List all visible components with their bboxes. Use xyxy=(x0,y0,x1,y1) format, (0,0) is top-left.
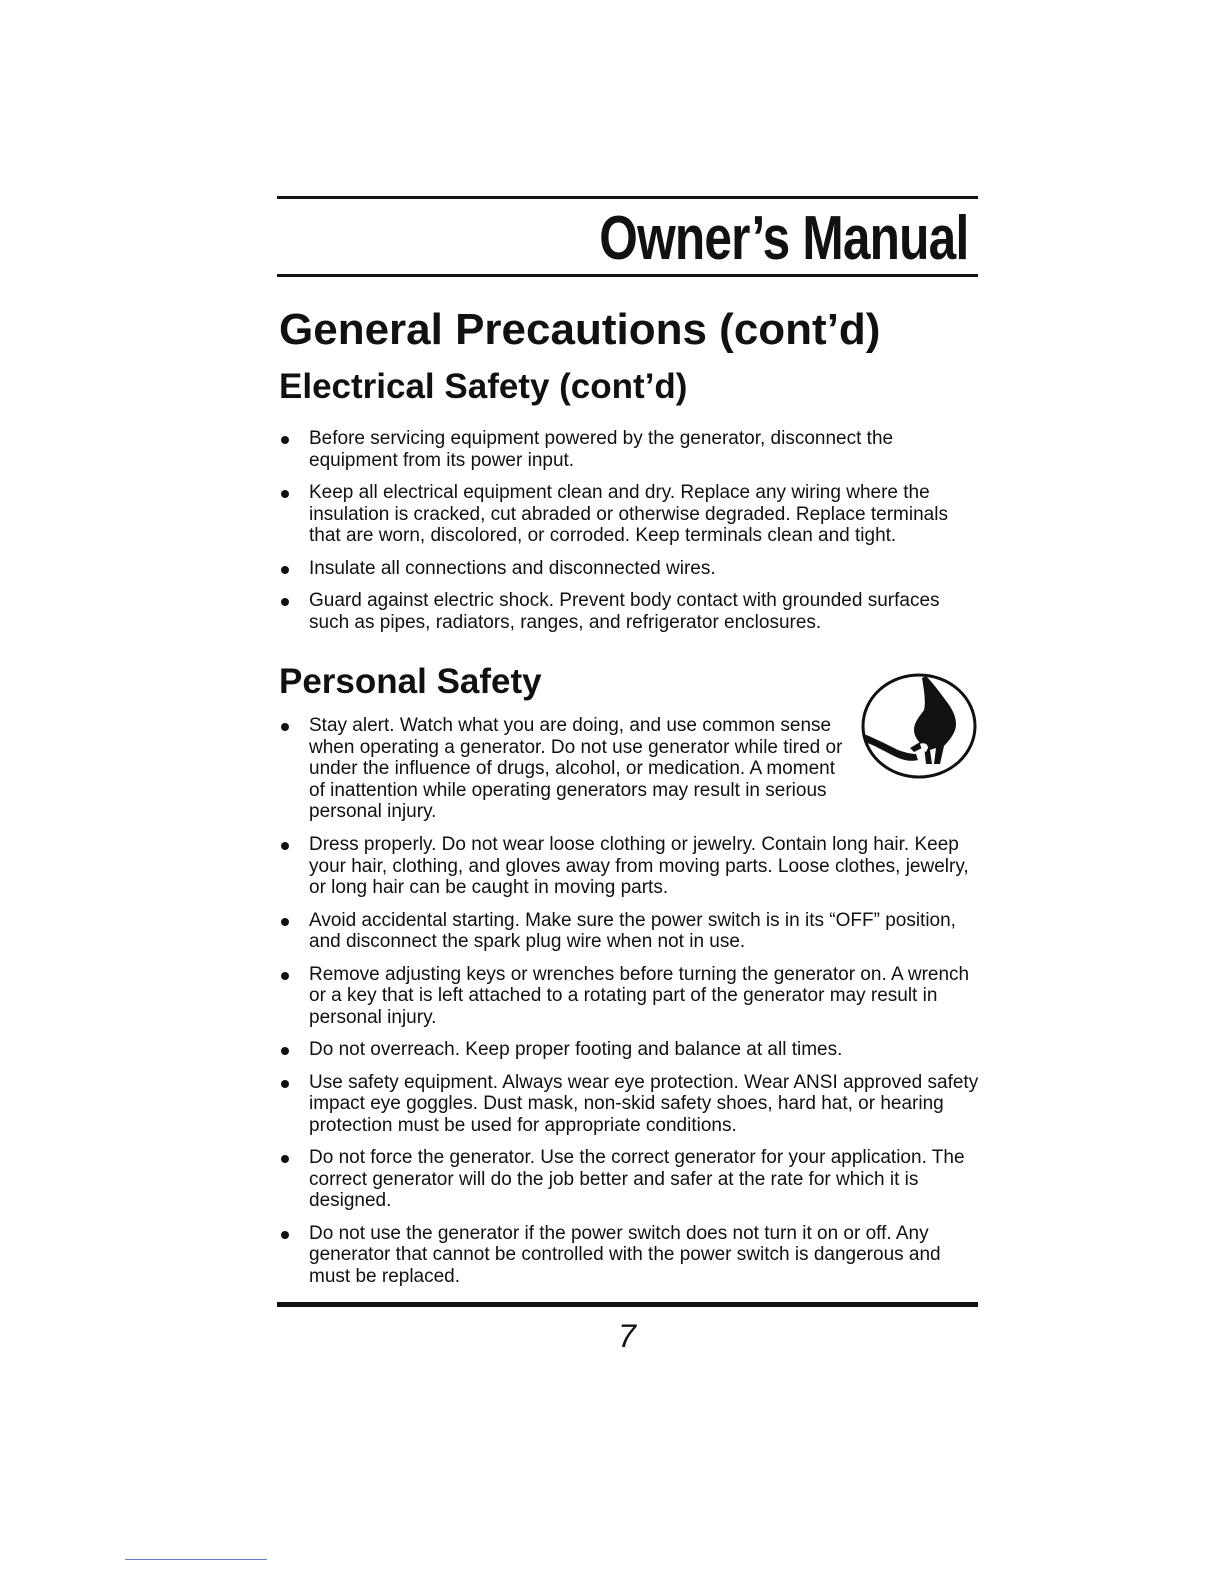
list-item-text: Keep all electrical equipment clean and dry. Replace any wiring where the insulation is cracked, cut abraded or otherwise degraded. Replace terminals that are worn, discolored, or corroded. Keep terminals clean and tight. xyxy=(309,482,948,546)
footer-rule xyxy=(277,1302,978,1307)
bullet-icon xyxy=(281,436,289,444)
manual-title: Owner’s Manual xyxy=(598,204,968,273)
section-title: General Precautions (cont’d) xyxy=(279,305,881,354)
list-item-text: Dress properly. Do not wear loose clothing or jewelry. Contain long hair. Keep your hair, clothing, and gloves away from moving parts. Loose clothes, jewelry, or long hair can be caught in moving parts. xyxy=(309,834,969,898)
header-top-rule xyxy=(277,196,978,199)
list-item-text: Do not overreach. Keep proper footing and balance at all times. xyxy=(309,1039,843,1060)
personal-safety-heading: Personal Safety xyxy=(279,662,542,701)
list-item xyxy=(280,1147,980,1212)
bullet-icon xyxy=(281,918,289,926)
bullet-icon xyxy=(281,842,289,850)
bullet-icon xyxy=(281,1155,289,1163)
list-item xyxy=(280,428,980,471)
list-item-text: Remove adjusting keys or wrenches before turning the generator on. A wrench or a key that is left attached to a rotating part of the generator may result in personal injury. xyxy=(309,963,970,1028)
hand-caution-icon xyxy=(860,672,978,780)
list-item xyxy=(280,482,980,547)
list-item xyxy=(280,964,980,1029)
bullet-icon xyxy=(281,490,289,498)
list-item xyxy=(280,715,850,823)
list-item-text: Stay alert. Watch what you are doing, and use common sense when operating a generator. Do not use generator while tired or under the influence of drugs, alcohol, or medication. A moment of inattention while operating generators may result in serious personal injury. xyxy=(309,715,843,822)
personal-safety-list xyxy=(280,834,980,1287)
bullet-icon xyxy=(281,1080,289,1088)
list-item-text: Do not force the generator. Use the correct generator for your application. The correct generator will do the job better and safer at the rate for which it is designed. xyxy=(309,1147,965,1211)
list-item-text: Do not use the generator if the power switch does not turn it on or off. Any generator that cannot be controlled with the power switch is dangerous and must be replaced. xyxy=(309,1222,941,1287)
bullet-icon xyxy=(281,723,289,731)
list-item xyxy=(280,558,980,580)
list-item-text: Use safety equipment. Always wear eye protection. Wear ANSI approved safety impact eye goggles. Dust mask, non-skid safety shoes, hard hat, or hearing protection must be used for appropriate conditions. xyxy=(309,1071,979,1136)
list-item-text: Guard against electric shock. Prevent body contact with grounded surfaces such as pipes, radiators, ranges, and refrigerator enclosures. xyxy=(309,590,940,633)
list-item-text: Insulate all connections and disconnected wires. xyxy=(309,557,716,579)
bullet-icon xyxy=(281,972,289,980)
list-item xyxy=(280,590,980,633)
list-item-text: Before servicing equipment powered by the generator, disconnect the equipment from its power input. xyxy=(309,428,894,471)
list-item xyxy=(280,1223,980,1288)
list-item-text: Avoid accidental starting. Make sure the power switch is in its “OFF” position, and disconnect the spark plug wire when not in use. xyxy=(309,909,956,952)
bullet-icon xyxy=(281,1047,289,1055)
page-number: 7 xyxy=(618,1318,636,1354)
bullet-icon xyxy=(281,1231,289,1239)
list-item xyxy=(280,1039,980,1061)
header-bottom-rule xyxy=(277,274,978,277)
footer-link-underline xyxy=(125,1559,267,1560)
bullet-icon xyxy=(281,598,289,606)
electrical-safety-heading: Electrical Safety (cont’d) xyxy=(279,367,688,406)
personal-safety-list-top xyxy=(280,715,850,823)
list-item xyxy=(280,1072,980,1137)
list-item xyxy=(280,910,980,953)
list-item xyxy=(280,834,980,899)
bullet-icon xyxy=(281,566,289,574)
electrical-safety-list xyxy=(280,428,980,633)
